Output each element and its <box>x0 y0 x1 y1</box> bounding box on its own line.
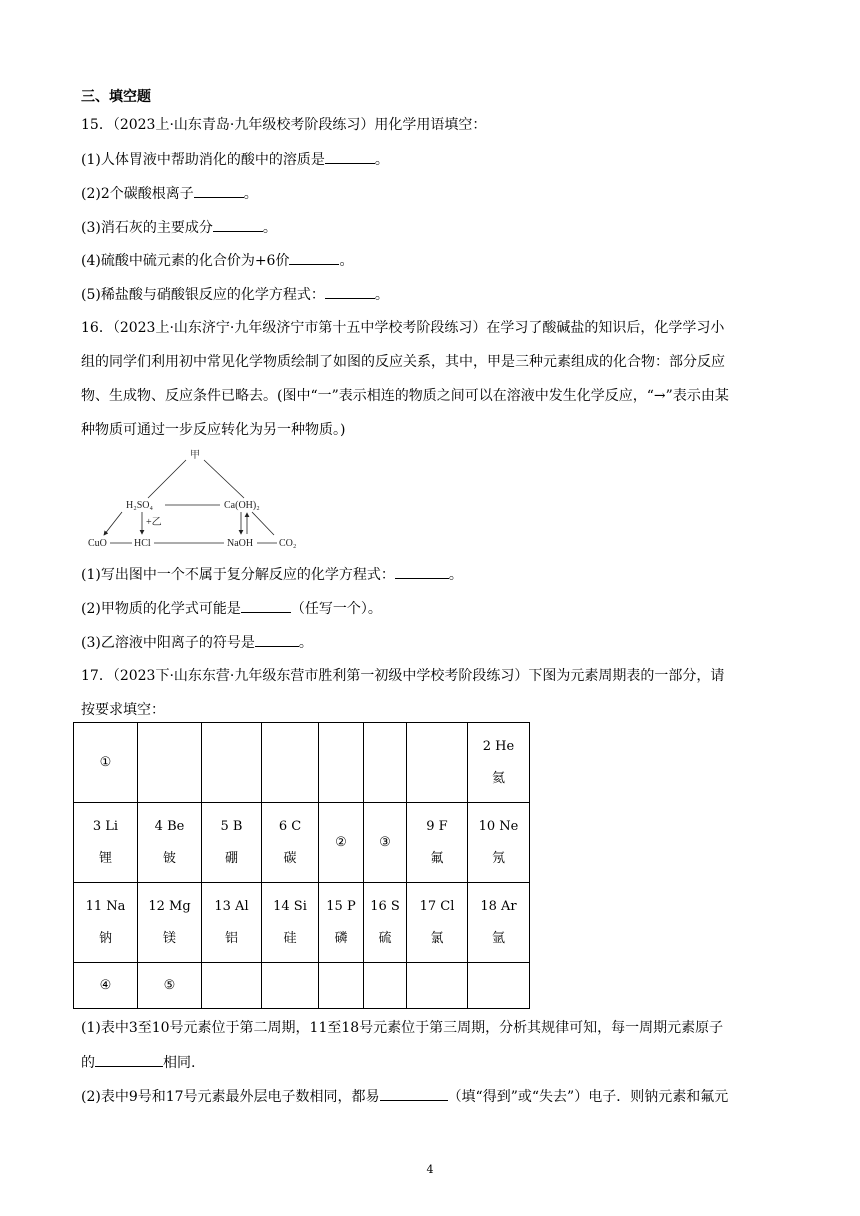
q17-sub1-line1: (1)表中3至10号元素位于第二周期，11至18号元素位于第三周期，分析其规律可知，每一周期元素原子 <box>81 1020 724 1036</box>
q16-item-2 <box>81 598 382 619</box>
q15-item-5 <box>81 284 389 305</box>
q17-sub2-end: （填“得到”或“失去”）电子．则钠元素和氟元 <box>447 1089 729 1105</box>
answer-blank[interactable] <box>395 564 449 579</box>
answer-blank[interactable] <box>255 632 299 647</box>
q15-item-5-text: (5)稀盐酸与硝酸银反应的化学方程式： <box>81 287 325 303</box>
node-cuo: CuO <box>88 538 107 549</box>
q15-item-3-end: 。 <box>262 220 277 236</box>
q15-item-2-text: (2)2个碳酸根离子 <box>81 186 194 202</box>
q16-item-3-end: 。 <box>298 635 313 651</box>
table-cell <box>202 723 262 803</box>
table-cell <box>74 963 138 1009</box>
section-title: 三、填空题 <box>81 89 151 105</box>
table-cell <box>407 723 468 803</box>
table-row <box>74 723 530 803</box>
node-h2so4: H₂SO₄ <box>126 500 153 511</box>
q15-item-3 <box>81 217 277 238</box>
table-cell <box>407 803 468 883</box>
cell-symbol: ④ <box>99 977 112 993</box>
cell-name: 硅 <box>283 930 297 946</box>
q16-line-3: 物、生成物、反应条件已略去。(图中“一”表示相连的物质之间可以在溶液中发生化学反应，“→”表示由某 <box>81 388 729 404</box>
cell-symbol: 3 Li <box>92 818 119 834</box>
q15-stem: 15．（2023上·山东青岛·九年级校考阶段练习）用化学用语填空： <box>81 117 487 133</box>
q15-item-4-end: 。 <box>339 253 354 269</box>
table-cell <box>319 963 364 1009</box>
cell-name: 氦 <box>491 770 505 786</box>
table-cell <box>468 723 530 803</box>
node-jia: 甲 <box>190 450 200 461</box>
q17-sub1-line2 <box>81 1052 195 1073</box>
cell-symbol: 11 Na <box>85 898 126 914</box>
q15-item-1-end: 。 <box>374 152 389 168</box>
q16-line-4: 种物质可通过一步反应转化为另一种物质。) <box>81 422 346 438</box>
link-jia-h2so4 <box>148 460 186 498</box>
cell-name: 氖 <box>491 850 505 866</box>
cell-symbol: 13 Al <box>214 898 249 914</box>
table-row <box>74 803 530 883</box>
cell-symbol: ① <box>99 754 112 770</box>
table-cell <box>138 723 202 803</box>
arrow-h2so4-cuo <box>104 512 122 535</box>
table-cell <box>407 963 468 1009</box>
cell-symbol: 6 C <box>278 818 302 834</box>
cell-symbol: 5 B <box>220 818 243 834</box>
q15-item-4 <box>81 250 353 271</box>
cell-name: 碳 <box>283 850 297 866</box>
label-plus-yi: +乙 <box>146 517 162 528</box>
cell-symbol: ③ <box>379 834 391 850</box>
q16-item-3 <box>81 632 313 653</box>
table-cell <box>202 803 262 883</box>
q17-line-2: 按要求填空： <box>81 702 165 718</box>
q15-item-1 <box>81 149 389 170</box>
answer-blank[interactable] <box>325 284 375 299</box>
answer-blank[interactable] <box>95 1052 163 1067</box>
page-number: 4 <box>426 1163 434 1176</box>
q16-item-1-text: (1)写出图中一个不属于复分解反应的化学方程式： <box>81 567 395 583</box>
cell-name: 磷 <box>334 930 348 946</box>
node-hcl: HCl <box>134 538 151 549</box>
cell-name: 钠 <box>98 930 112 946</box>
cell-symbol: 4 Be <box>154 818 185 834</box>
cell-name: 氩 <box>491 930 505 946</box>
table-cell <box>468 803 530 883</box>
reaction-diagram <box>86 446 316 556</box>
q15-item-3-text: (3)消石灰的主要成分 <box>81 220 213 236</box>
table-cell <box>468 963 530 1009</box>
node-naoh: NaOH <box>227 538 254 549</box>
table-cell <box>364 963 407 1009</box>
table-cell <box>262 723 319 803</box>
answer-blank[interactable] <box>194 183 244 198</box>
table-cell <box>364 803 407 883</box>
q17-sub1-line2-text: 的 <box>81 1055 95 1071</box>
table-cell <box>202 883 262 963</box>
table-cell <box>364 723 407 803</box>
q16-item-1 <box>81 564 463 585</box>
table-cell <box>468 883 530 963</box>
q16-item-2-text: (2)甲物质的化学式可能是 <box>81 601 241 617</box>
table-cell <box>202 963 262 1009</box>
table-row <box>74 963 530 1009</box>
cell-name: 锂 <box>98 850 112 866</box>
table-cell <box>262 883 319 963</box>
table-cell <box>74 723 138 803</box>
q17-sub2 <box>81 1086 728 1107</box>
node-caoh2: Ca(OH)₂ <box>224 500 260 511</box>
answer-blank[interactable] <box>241 598 291 613</box>
cell-name: 硫 <box>378 930 392 946</box>
q16-line-1: 16．（2023上·山东济宁·九年级济宁市第十五中学校考阶段练习）在学习了酸碱盐的知识后，化学学习小 <box>81 320 725 336</box>
table-cell <box>262 803 319 883</box>
link-caoh2-co2 <box>252 512 274 535</box>
cell-name: 氯 <box>430 930 444 946</box>
answer-blank[interactable] <box>325 149 375 164</box>
q16-item-2-end: （任写一个）。 <box>290 601 382 617</box>
table-cell <box>407 883 468 963</box>
periodic-table <box>73 722 530 1009</box>
answer-blank[interactable] <box>289 250 339 265</box>
table-cell <box>319 723 364 803</box>
q16-item-3-text: (3)乙溶液中阳离子的符号是 <box>81 635 255 651</box>
table-cell <box>74 803 138 883</box>
cell-symbol: 9 F <box>426 818 448 834</box>
cell-symbol: 12 Mg <box>148 898 191 914</box>
cell-symbol: 14 Si <box>273 898 307 914</box>
table-cell <box>138 883 202 963</box>
cell-name: 镁 <box>162 930 176 946</box>
cell-name: 铍 <box>162 850 176 866</box>
cell-name: 铝 <box>224 930 238 946</box>
cell-symbol: 15 P <box>326 898 356 914</box>
q16-item-1-end: 。 <box>448 567 463 583</box>
table-cell <box>319 883 364 963</box>
cell-symbol: ② <box>335 834 347 850</box>
q15-item-2 <box>81 183 258 204</box>
table-cell <box>138 803 202 883</box>
cell-symbol: 17 Cl <box>419 898 455 914</box>
q17-sub1-line2-end: 相同. <box>163 1055 196 1071</box>
cell-symbol: 10 Ne <box>478 818 519 834</box>
cell-name: 氟 <box>430 850 444 866</box>
answer-blank[interactable] <box>213 217 263 232</box>
q15-item-1-text: (1)人体胃液中帮助消化的酸中的溶质是 <box>81 152 325 168</box>
q17-sub2-text: (2)表中9号和17号元素最外层电子数相同，都易 <box>81 1089 380 1105</box>
answer-blank[interactable] <box>380 1086 448 1101</box>
table-cell <box>319 803 364 883</box>
table-cell <box>138 963 202 1009</box>
q15-item-4-text: (4)硫酸中硫元素的化合价为+6价 <box>81 253 290 269</box>
q15-item-2-end: 。 <box>243 186 258 202</box>
table-cell <box>364 883 407 963</box>
cell-name: 硼 <box>224 850 238 866</box>
q17-line-1: 17．（2023下·山东东营·九年级东营市胜利第一初级中学校考阶段练习）下图为元素周期表的一部分，请 <box>81 668 725 684</box>
cell-symbol: 2 He <box>482 738 515 754</box>
q16-line-2: 组的同学们利用初中常见化学物质绘制了如图的反应关系，其中，甲是三种元素组成的化合物：部分反应 <box>81 354 725 370</box>
table-cell <box>74 883 138 963</box>
cell-symbol: ⑤ <box>163 977 176 993</box>
cell-symbol: 16 S <box>370 898 400 914</box>
link-jia-caoh2 <box>204 460 244 498</box>
node-co2: CO₂ <box>279 538 297 549</box>
table-cell <box>262 963 319 1009</box>
cell-symbol: 18 Ar <box>480 898 517 914</box>
q15-item-5-end: 。 <box>374 287 389 303</box>
table-row <box>74 883 530 963</box>
